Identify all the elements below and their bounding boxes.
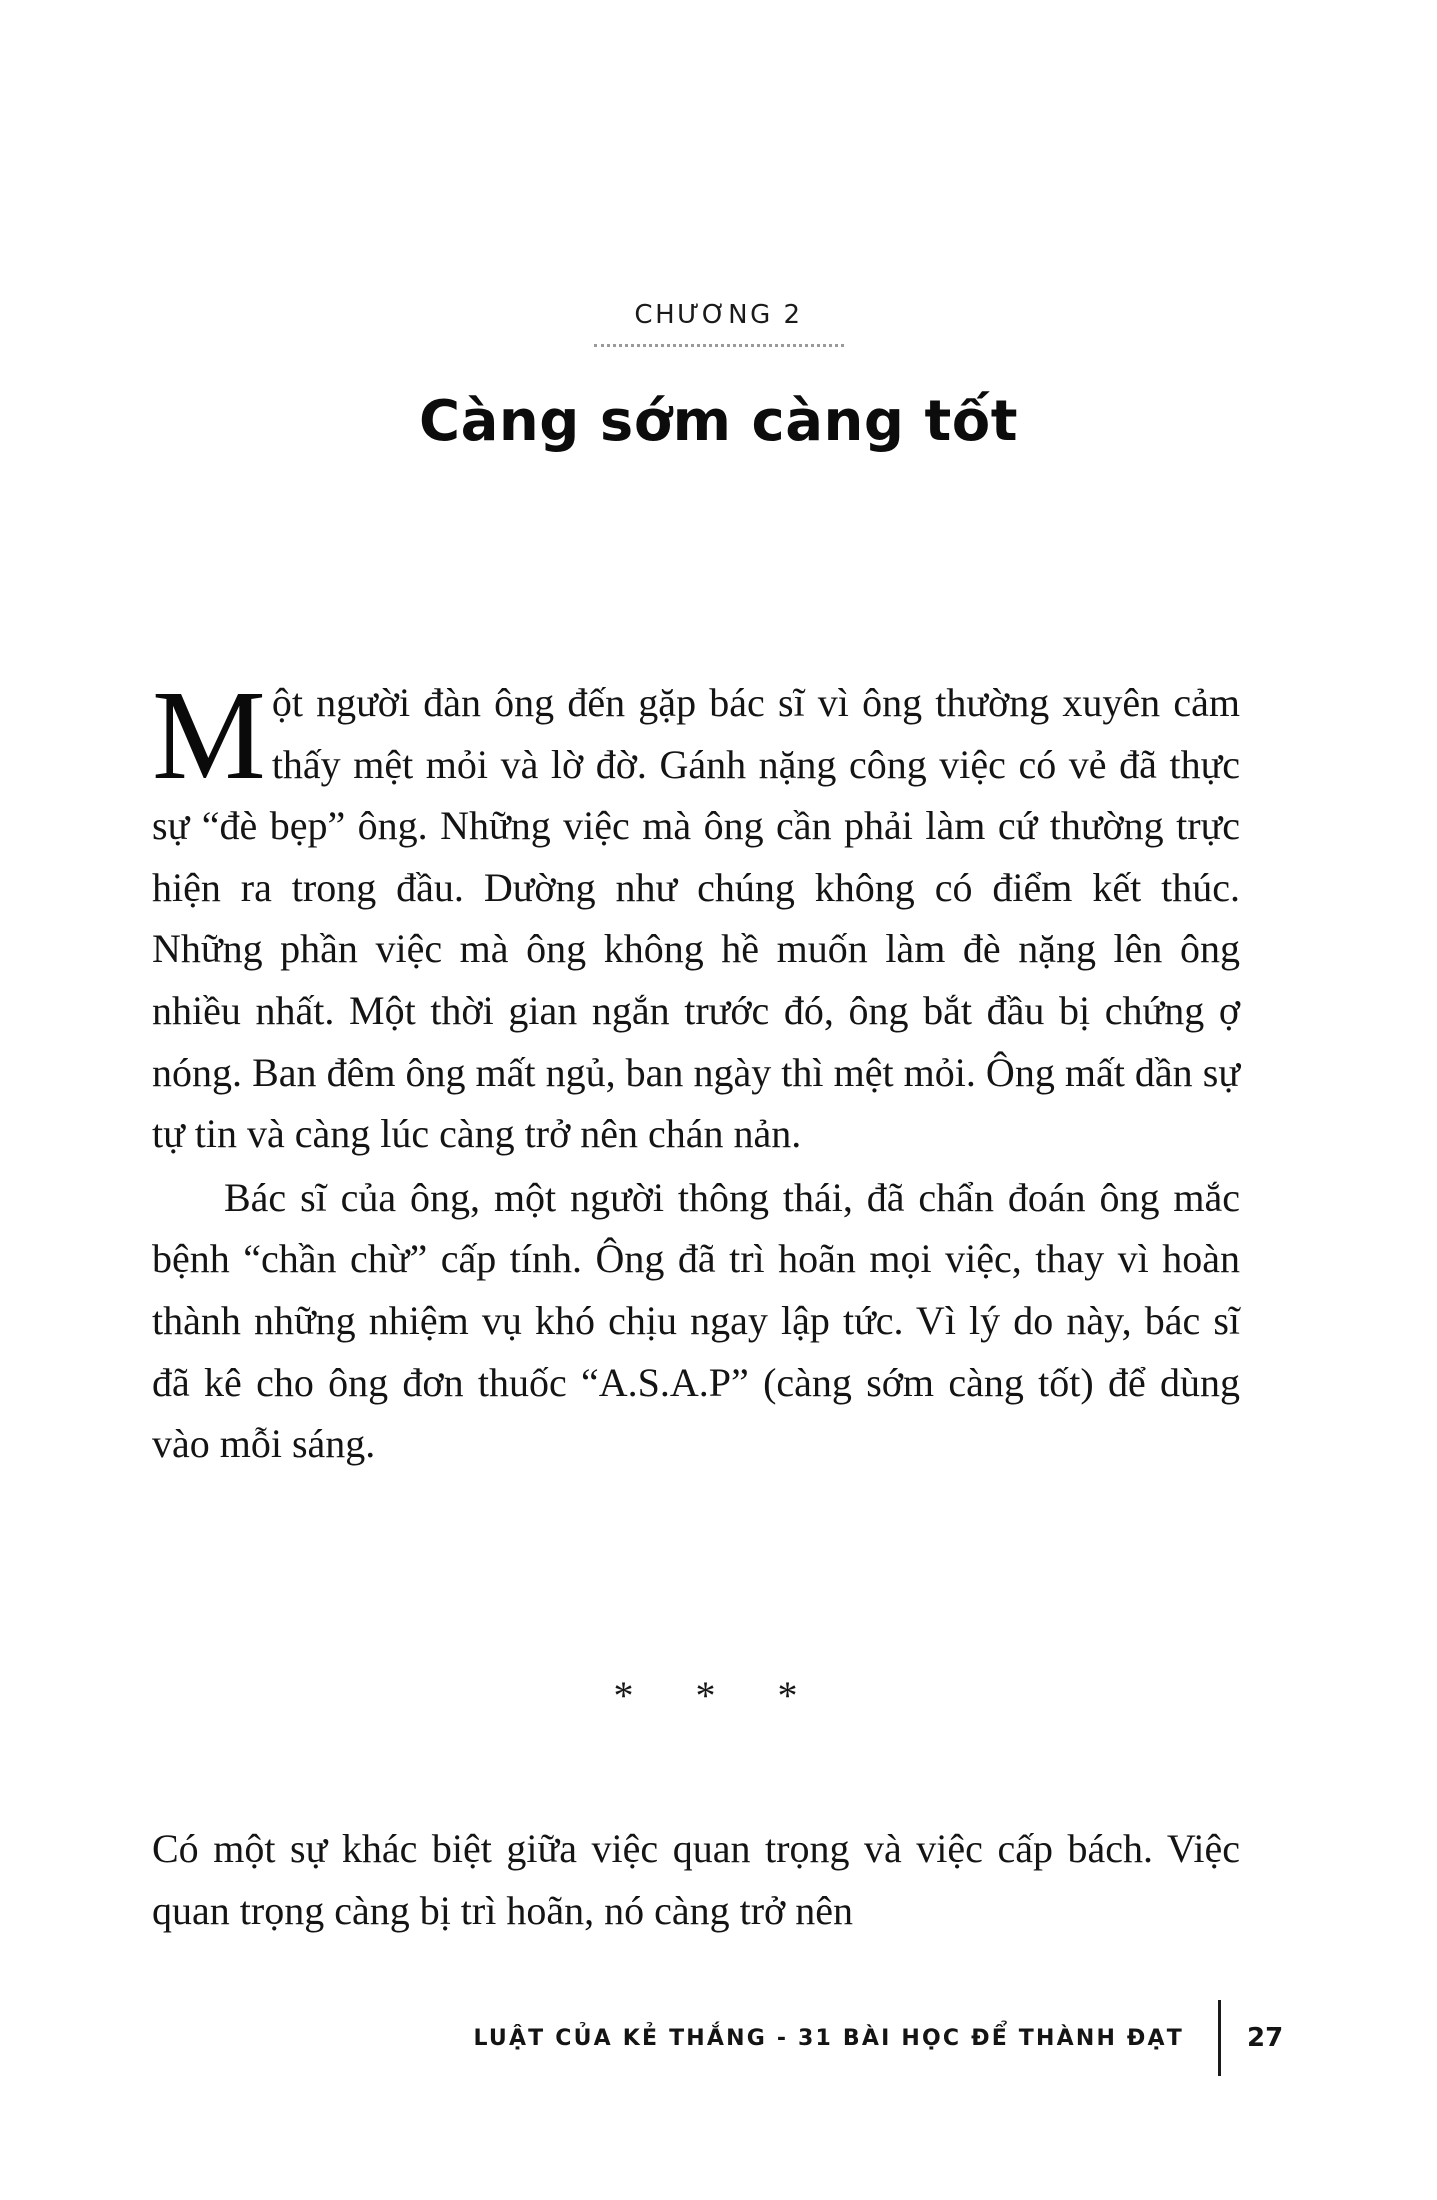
body-text-block-2 <box>152 1818 1240 1941</box>
chapter-label: CHƯƠNG 2 <box>634 300 803 330</box>
section-divider-asterisks: * * * <box>613 1673 824 1718</box>
page-footer <box>0 2000 1437 2120</box>
paragraph-third: Có một sự khác biệt giữa việc quan trọng và việc cấp bách. Việc quan trọng càng bị trì hoãn, nó càng trở nên <box>152 1826 1240 1933</box>
chapter-header <box>0 300 1437 454</box>
drop-cap: M <box>152 664 266 806</box>
paragraph-first <box>152 664 1240 1165</box>
paragraph-second: Bác sĩ của ông, một người thông thái, đã chẩn đoán ông mắc bệnh “chần chừ” cấp tính. Ông đã trì hoãn mọi việc, thay vì hoàn thành những nhiệm vụ khó chịu ngay lập tức. Vì lý do này, bác sĩ đã kê cho ông đơn thuốc “A.S.A.P” (càng sớm càng tốt) để dùng vào mỗi sáng. <box>152 1174 1240 1467</box>
footer-separator <box>1218 2000 1221 2076</box>
running-title: LUẬT CỦA KẺ THẮNG - 31 BÀI HỌC ĐỂ THÀNH ĐẠT <box>473 2025 1184 2051</box>
paragraph-first-text: ột người đàn ông đến gặp bác sĩ vì ông thường xuyên cảm thấy mệt mỏi và lờ đờ. Gánh nặng công việc có vẻ đã thực sự “đè bẹp” ông. Những việc mà ông cần phải làm cứ thường trực hiện ra trong đầu. Dường như chúng không có điểm kết thúc. Những phần việc mà ông không hề muốn làm đè nặng lên ông nhiều nhất. Một thời gian ngắn trước đó, ông bắt đầu bị chứng ợ nóng. Ban đêm ông mất ngủ, ban ngày thì mệt mỏi. Ông mất dần sự tự tin và càng lúc càng trở nên chán nản. <box>152 680 1240 1157</box>
body-text-block <box>152 664 1240 1475</box>
page-title: Càng sớm càng tốt <box>419 389 1018 454</box>
chapter-divider-rule <box>594 344 844 347</box>
page-number: 27 <box>1247 2023 1284 2053</box>
